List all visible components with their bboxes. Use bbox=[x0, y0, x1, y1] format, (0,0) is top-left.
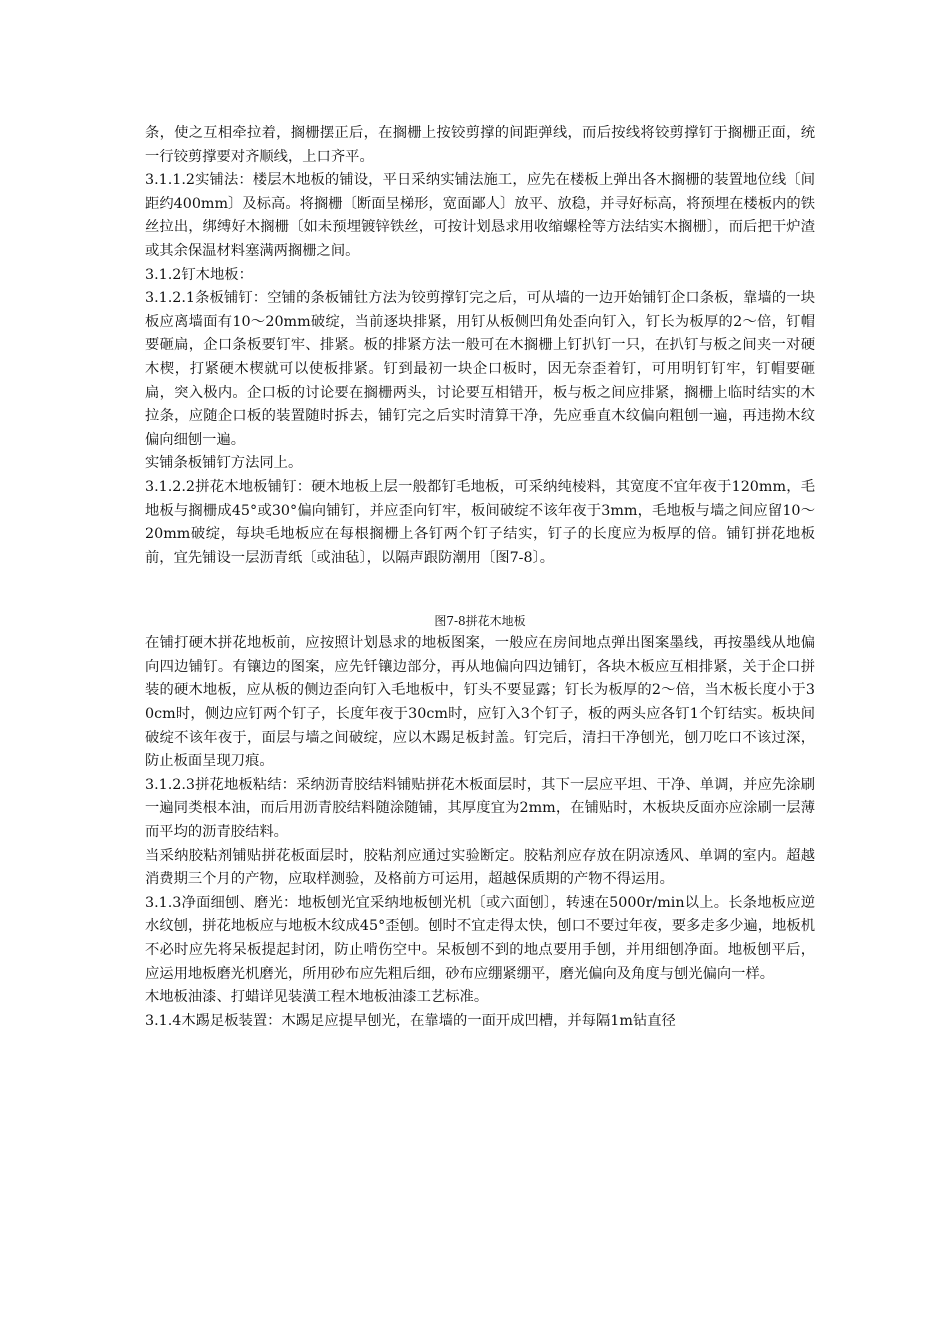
paragraph-parquet-nailing: 3.1.2.2拼花木地板铺钉：硬木地板上层一般都钉毛地板，可采纳纯棱料，其宽度不宜年夜于120mm，毛地板与搁栅成45°或30°偏向铺钉，并应歪向钉牢，板间破绽不该年夜于3mm，毛地板与墙之间应留10～20mm破绽，每块毛地板应在每根搁栅上各钉两个钉子结实，钉子的长度应为板厚的倍。铺钉拼花地板前，宜先铺设一层沥青纸〔或油毡〕，以隔声跟防潮用〔图7-8〕。 bbox=[145, 478, 815, 566]
paragraph-adhesive-note: 当采纳胶粘剂铺贴拼花板面层时，胶粘剂应通过实验断定。胶粘剂应存放在阴凉透风、单调的室内。超越消费期三个月的产物，应取样测验，及格前方可运用，超越保质期的产物不得运用。 bbox=[145, 847, 815, 888]
paragraph-solid-strip-note: 实铺条板铺钉方法同上。 bbox=[145, 455, 303, 472]
document-page bbox=[145, 122, 815, 1033]
figure-placeholder bbox=[145, 570, 815, 610]
paragraph-joist-bracing: 条，使之互相牵拉着，搁栅摆正后，在搁栅上按铰剪撑的间距弹线，而后按线将铰剪撑钉于搁栅正面，统一行铰剪撑要对齐顺线，上口齐平。 bbox=[145, 125, 815, 165]
paragraph-parquet-pattern: 在铺打硬木拼花地板前，应按照计划恳求的地板图案，一般应在房间地点弹出图案墨线，再按墨线从地偏向四边铺钉。有镶边的图案，应先钎镶边部分，再从地偏向四边铺钉，各块木板应互相排紧，关于企口拼装的硬木地板，应从板的侧边歪向钉入毛地板中，钉头不要显露；钉长为板厚的2～倍，当木板长度小于30cm时，侧边应钉两个钉子，长度年夜于30cm时，应钉入3个钉子，板的两头应各钉1个钉结实。板块间破绽不该年夜于，面层与墙之间破绽，应以木踢足板封盖。钉完后，清扫干净刨光，刨刀吃口不该过深，防止板面呈现刀痕。 bbox=[145, 635, 815, 770]
paragraph-solid-laying: 3.1.1.2实铺法：楼层木地板的铺设，平日采纳实铺法施工，应先在楼板上弹出各木搁栅的装置地位线〔间距约400mm〕及标高。将搁栅〔断面呈梯形，宽面鄙人〕放平、放稳，并寻好标高，将预埋在楼板内的铁丝拉出，绑缚好木搁栅〔如未预埋镀锌铁丝，可按计划恳求用收缩螺栓等方法结实木搁栅〕，而后把干炉渣或其余保温材料塞满两搁栅之间。 bbox=[145, 172, 815, 259]
section-heading-nailing: 3.1.2钉木地板： bbox=[145, 266, 253, 283]
figure-caption: 图7-8拼花木地板 bbox=[434, 614, 526, 629]
paragraph-planing-polishing: 3.1.3净面细刨、磨光：地板刨光宜采纳地板刨光机〔或六面刨〕，转速在5000r/min以上。长条地板应逆水纹刨，拼花地板应与地板木纹成45°歪刨。刨时不宜走得太快，刨口不要过年夜，要多走多少遍，地板机不必时应先将呆板提起封闭，防止啃伤空中。呆板刨不到的地点要用手刨，并用细刨净面。地板刨平后，应运用地板磨光机磨光，所用砂布应先粗后细，砂布应绷紧绷平，磨光偏向及角度与刨光偏向一样。 bbox=[145, 894, 815, 982]
paragraph-skirting-board: 3.1.4木踢足板装置：木踢足应提早刨光，在靠墙的一面开成凹槽，并每隔1m钻直径 bbox=[145, 1012, 676, 1029]
paragraph-parquet-bonding: 3.1.2.3拼花地板粘结：采纳沥青胶结料铺贴拼花木板面层时，其下一层应平坦、干净、单调，并应先涂刷一遍同类根本油，而后用沥青胶结料随涂随铺，其厚度宜为2mm，在铺贴时，木板块反面亦应涂刷一层薄而平均的沥青胶结料。 bbox=[145, 776, 815, 841]
paragraph-strip-board-nailing: 3.1.2.1条板铺钉：空铺的条板铺钍方法为铰剪撑钉完之后，可从墙的一边开始铺钉企口条板，靠墙的一块板应离墙面有10～20mm破绽，当前逐块排紧，用钉从板侧凹角处歪向钉入，钉长为板厚的2～倍，钉帽要砸扁，企口条板要钉牢、排紧。板的排紧方法一般可在木搁栅上钉扒钉一只，在扒钉与板之间夹一对硬木楔，打紧硬木楔就可以使板排紧。钉到最初一块企口板时，因无奈歪着钉，可用明钉钉牢，钉帽要砸扁，突入极内。企口板的讨论要在搁栅两头，讨论要互相错开，板与板之间应排紧，搁栅上临时结实的木拉条，应随企口板的装置随时拆去，铺钉完之后实时清算干净，先应垂直木纹偏向粗刨一遍，再违拗木纹偏向细刨一遍。 bbox=[145, 290, 815, 448]
paragraph-painting-note: 木地板油漆、打蜡详见装潢工程木地板油漆工艺标准。 bbox=[145, 989, 489, 1006]
